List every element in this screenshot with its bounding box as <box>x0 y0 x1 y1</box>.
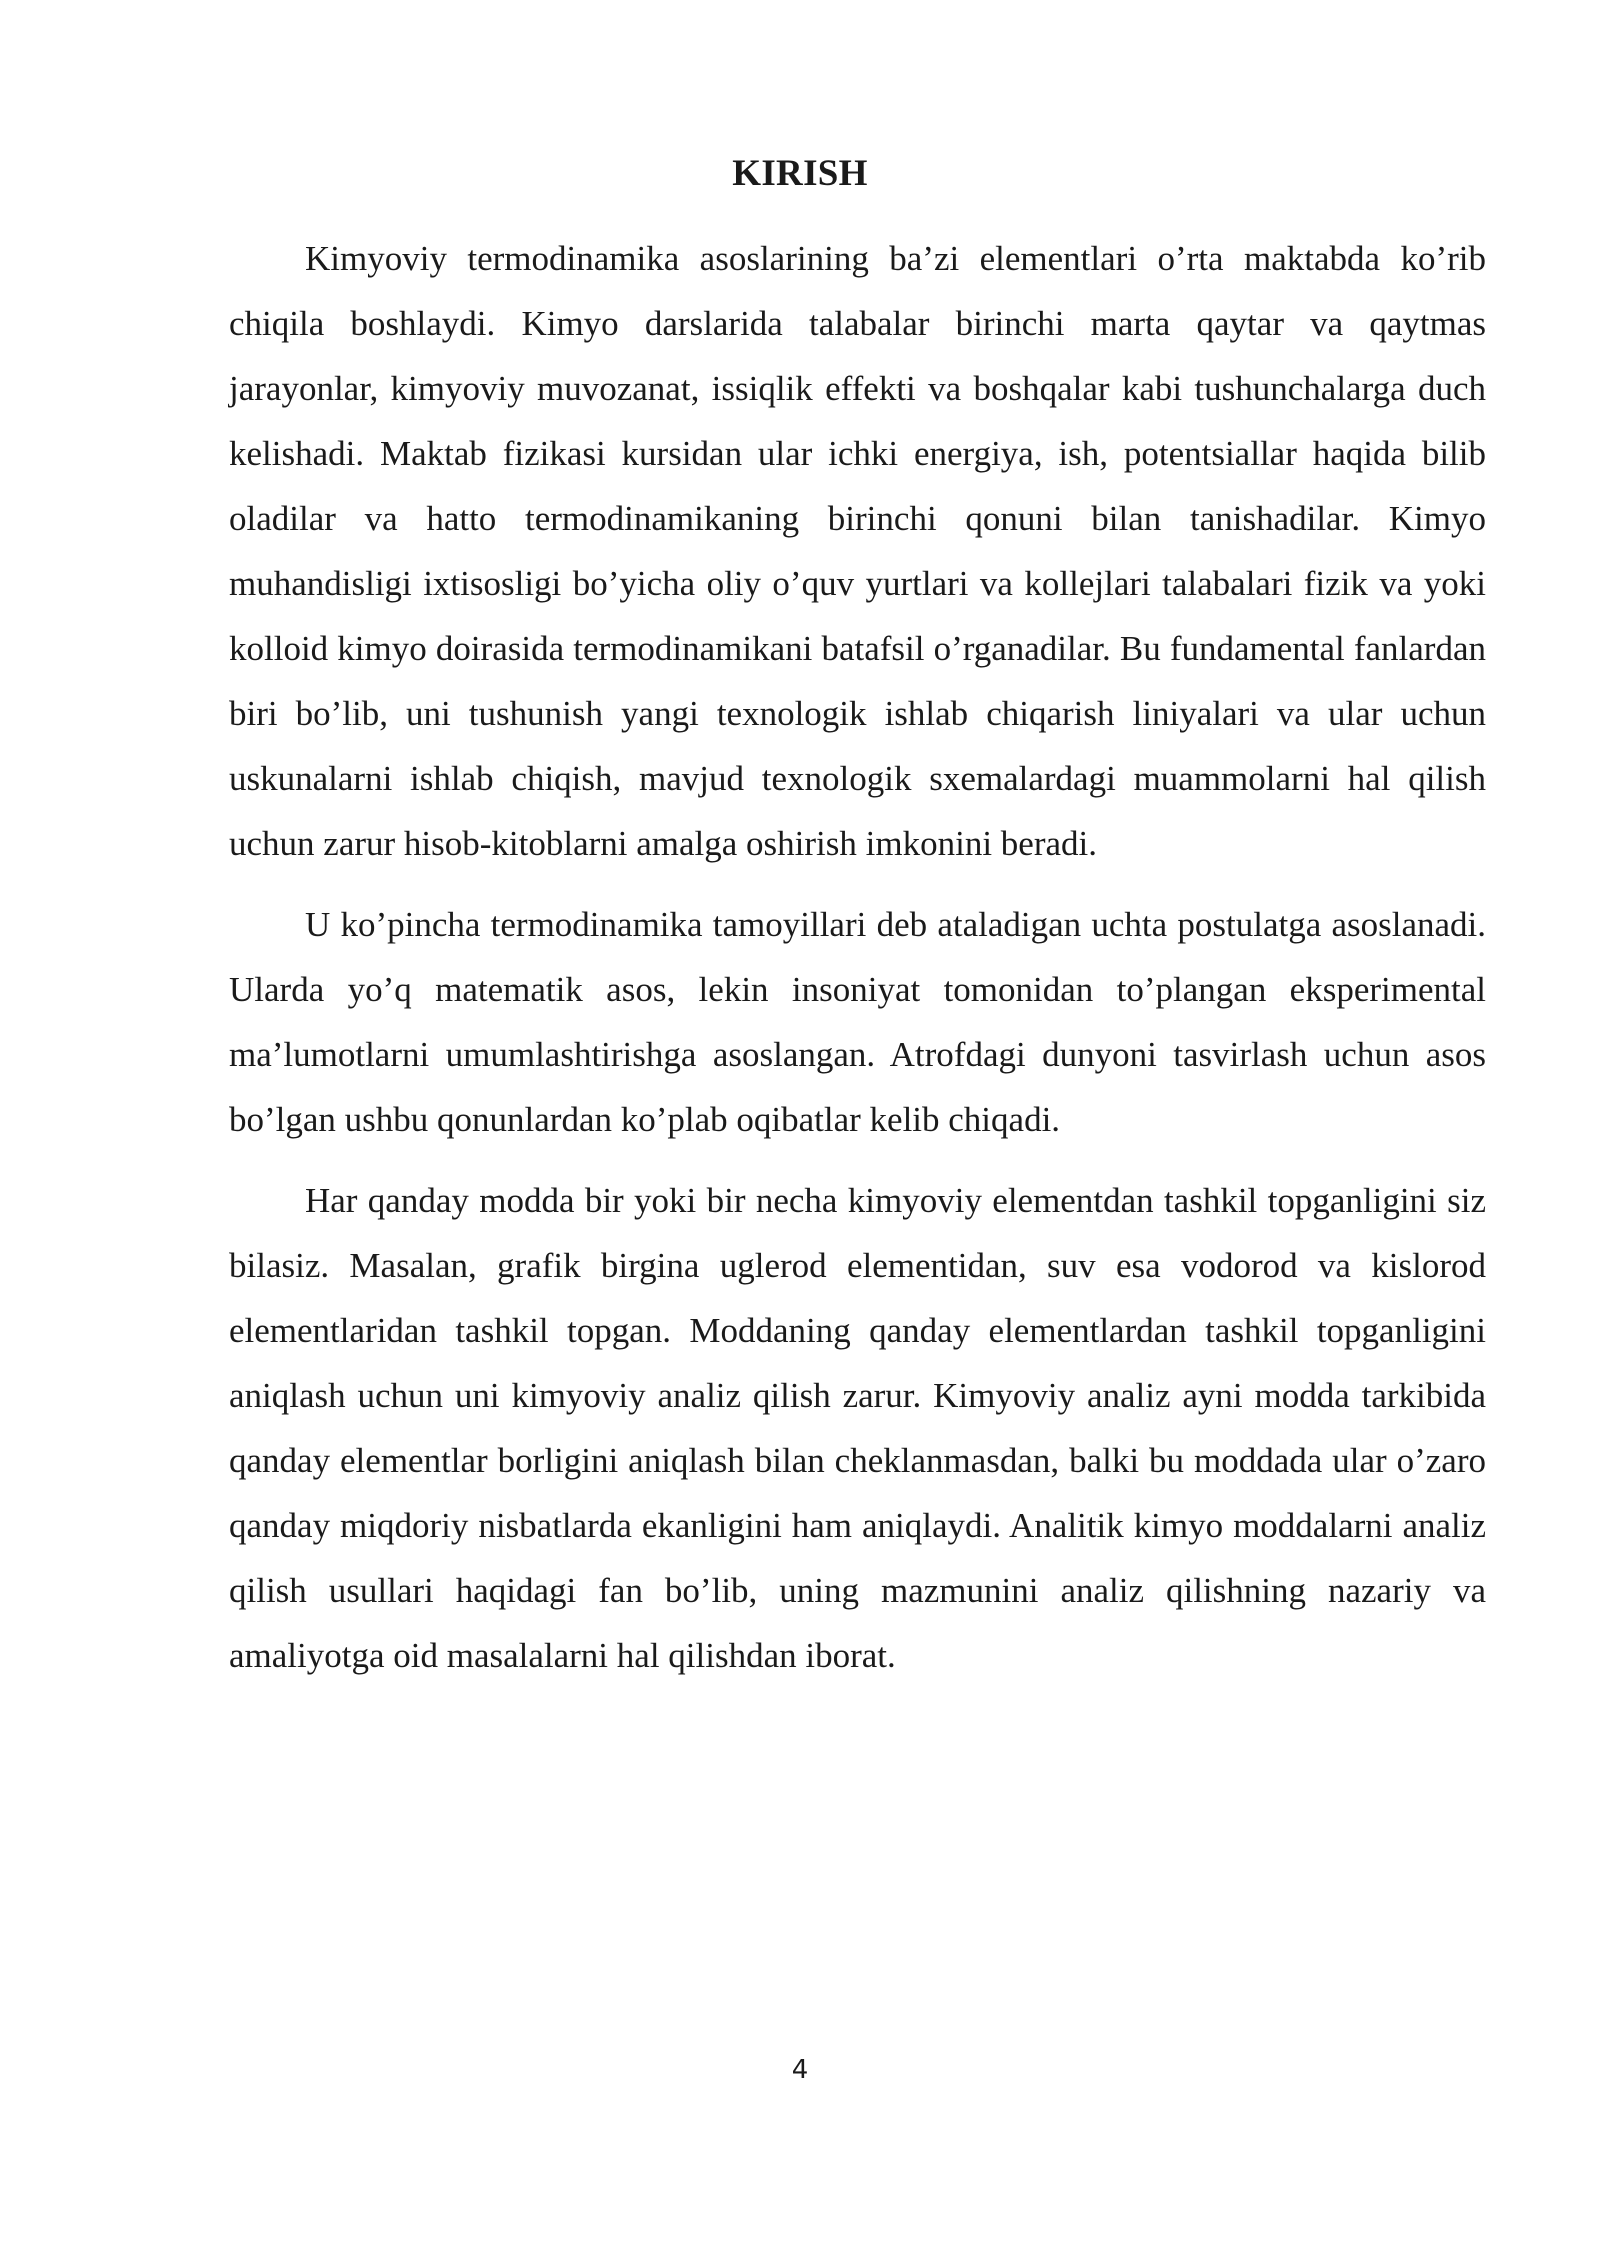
body-text <box>229 226 1486 1704</box>
page-number: 4 <box>791 2055 809 2085</box>
paragraph-1: Kimyoviy termodinamika asoslarining ba’zi elementlari o’rta maktabda ko’rib chiqila boshlaydi. Kimyo darslarida talabalar birinchi marta qaytar va qaytmas jarayonlar, kimyoviy muvozanat, issiqlik effekti va boshqalar kabi tushunchalarga duch kelishadi. Maktab fizikasi kursidan ular ichki energiya, ish, potentsiallar haqida bilib oladilar va hatto termodinamikaning birinchi qonuni bilan tanishadilar. Kimyo muhandisligi ixtisosligi bo’yicha oliy o’quv yurtlari va kollejlari talabalari fizik va yoki kolloid kimyo doirasida termodinamikani batafsil o’rganadilar. Bu fundamental fanlardan biri bo’lib, uni tushunish yangi texnologik ishlab chiqarish liniyalari va ular uchun uskunalarni ishlab chiqish, mavjud texnologik sxemalardagi muammolarni hal qilish uchun zarur hisob-kitoblarni amalga oshirish imkonini beradi. <box>229 239 1486 863</box>
paragraph-3: Har qanday modda bir yoki bir necha kimyoviy elementdan tashkil topganligini siz bilasiz. Masalan, grafik birgina uglerod elementidan, suv esa vodorod va kislorod elementlaridan tashkil topgan. Moddaning qanday elementlardan tashkil topganligini aniqlash uchun uni kimyoviy analiz qilish zarur. Kimyoviy analiz ayni modda tarkibida qanday elementlar borligini aniqlash bilan cheklanmasdan, balki bu moddada ular o’zaro qanday miqdoriy nisbatlarda ekanligini ham aniqlaydi. Analitik kimyo moddalarni analiz qilish usullari haqidagi fan bo’lib, uning mazmunini analiz qilishning nazariy va amaliyotga oid masalalarni hal qilishdan iborat. <box>229 1181 1486 1675</box>
page-title: KIRISH <box>732 153 868 194</box>
paragraph-2: U ko’pincha termodinamika tamoyillari deb ataladigan uchta postulatga asoslanadi. Ularda yo’q matematik asos, lekin insoniyat tomonidan to’plangan eksperimental ma’lumotlarni umumlashtirishga asoslangan. Atrofdagi dunyoni tasvirlash uchun asos bo’lgan ushbu qonunlardan ko’plab oqibatlar kelib chiqadi. <box>229 905 1486 1139</box>
